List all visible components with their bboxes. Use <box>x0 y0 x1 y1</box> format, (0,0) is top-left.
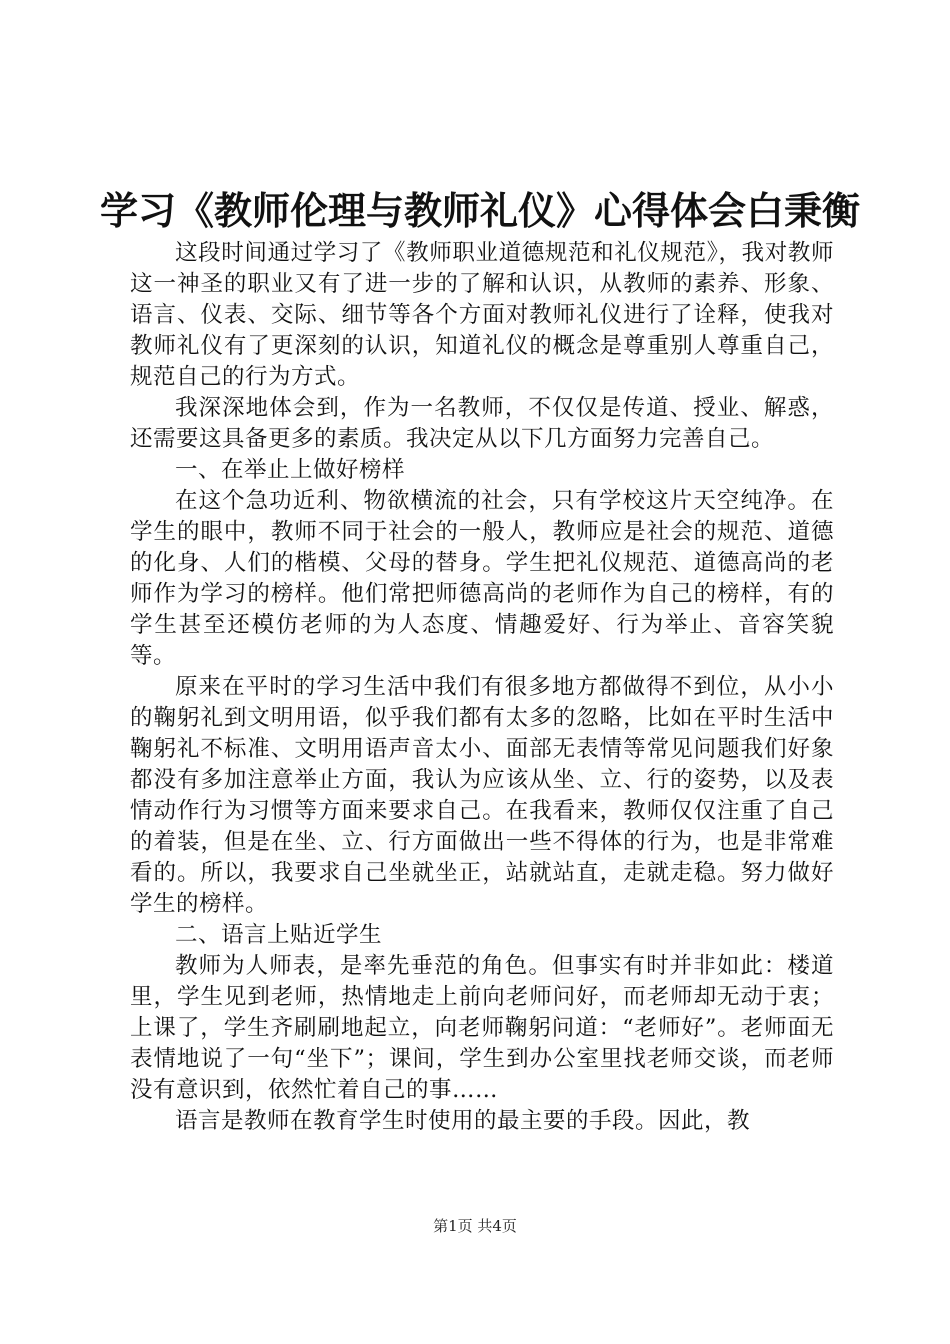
document-body <box>130 238 834 1137</box>
paragraph: 语言是教师在教育学生时使用的最主要的手段。因此，教 <box>175 1108 751 1134</box>
document-title: 学习《教师伦理与教师礼仪》心得体会白秉衡 <box>100 188 861 233</box>
paragraph: 原来在平时的学习生活中我们有很多地方都做得不到位，从小小的鞠躬礼到文明用语，似乎我们都有太多的忽略，比如在平时生活中鞠躬礼不标准、文明用语声音太小、面部无表情等常见问题我们好象都没有多加注意举止方面，我认为应该从坐、立、行的姿势，以及表情动作行为习惯等方面来要求自己。在我看来，教师仅仅注重了自己的着装，但是在坐、立、行方面做出一些不得体的行为，也是非常难看的。所以，我要求自己坐就坐正，站就站直，走就走稳。努力做好学生的榜样。 <box>130 674 834 917</box>
paragraph: 在这个急功近利、物欲横流的社会，只有学校这片天空纯净。在学生的眼中，教师不同于社会的一般人，教师应是社会的规范、道德的化身、人们的楷模、父母的替身。学生把礼仪规范、道德高尚的老师作为学习的榜样。他们常把师德高尚的老师作为自己的榜样，有的学生甚至还模仿老师的为人态度、情趣爱好、行为举止、音容笑貌等。 <box>130 488 834 669</box>
section-heading: 二、语言上贴近学生 <box>175 922 383 948</box>
paragraph: 这段时间通过学习了《教师职业道德规范和礼仪规范》，我对教师这一神圣的职业又有了进一步的了解和认识，从教师的素养、形象、语言、仪表、交际、细节等各个方面对教师礼仪进行了诠释，使我对教师礼仪有了更深刻的认识，知道礼仪的概念是尊重别人尊重自己，规范自己的行为方式。 <box>130 240 834 390</box>
paragraph: 教师为人师表，是率先垂范的角色。但事实有时并非如此：楼道里，学生见到老师，热情地走上前向老师问好，而老师却无动于衷；上课了，学生齐刷刷地起立，向老师鞠躬问道：“老师好”。老师面无表情地说了一句“坐下”；课间，学生到办公室里找老师交谈，而老师没有意识到，依然忙着自己的事…… <box>130 953 834 1103</box>
section-heading: 一、在举止上做好榜样 <box>175 457 406 483</box>
paragraph: 我深深地体会到，作为一名教师，不仅仅是传道、授业、解惑，还需要这具备更多的素质。我决定从以下几方面努力完善自己。 <box>130 395 834 452</box>
page-number-footer: 第1页 共4页 <box>433 1217 517 1235</box>
